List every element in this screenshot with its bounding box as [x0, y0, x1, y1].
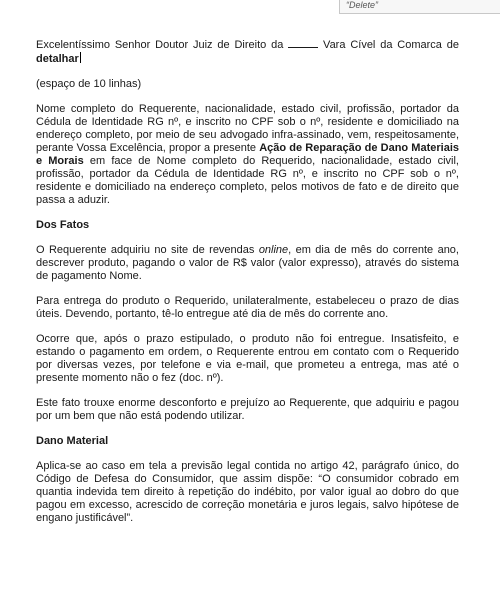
section-heading-dano: Dano Material [36, 435, 109, 447]
intro-part2: em face de Nome completo do Requerido, nacionalidade, estado civil, profissão, portador da Cédula de Identidade RG nº, e inscrito no CPF sob o nº, residente e domiciliado na endereço completo, pelos motivos de fato e de direito que passa a aduzir. [36, 155, 459, 206]
intro-action-title: Ação de Reparação de Dano Materiais e Morais [36, 142, 460, 167]
address-line [36, 38, 459, 66]
address-bold: detalhar [36, 53, 79, 65]
fatos-p1-b: , em dia de mês do corrente ano, descrever produto, pagando o valor de R$ valor (valor expresso), através do sistema de pagamento Nome. [36, 244, 459, 282]
blank-field [288, 38, 318, 48]
address-text-b: Vara Cível da Comarca de [318, 39, 460, 51]
fatos-p1-a: O Requerente adquiriu no site de revendas [36, 244, 259, 256]
dano-paragraph-1: Aplica-se ao caso em tela a previsão legal contida no artigo 42, parágrafo único, do Código de Defesa do Consumidor, que assim dispõe: “O consumidor cobrado em quantia indevida tem direito à repetição do indébito, por valor igual ao dobro do que pagou em excesso, acrescido de correção monetária e juros legais, salvo hipótese de engano justificável”. [36, 460, 459, 524]
fatos-p1-italic: online [258, 244, 289, 256]
fatos-paragraph-4: Este fato trouxe enorme desconforto e prejuízo ao Requerente, que adquiriu e pagou por um bem que não está podendo utilizar. [36, 397, 459, 422]
fatos-paragraph-1 [36, 244, 459, 283]
address-text-a: Excelentíssimo Senhor Doutor Juiz de Direito da [36, 39, 289, 51]
intro-part1: Nome completo do Requerente, nacionalidade, estado civil, profissão, portador da Cédula de Identidade RG nº, e inscrito no CPF sob o nº, residente e domiciliado na endereço completo, por meio de seu advogado infra-assinado, vem, respeitosamente, perante Vossa Excelência, propor a presente [36, 103, 459, 154]
text-cursor [80, 52, 81, 63]
comment-balloon[interactable] [339, 0, 500, 14]
fatos-paragraph-3: Ocorre que, após o prazo estipulado, o produto não foi entregue. Insatisfeito, e estando o pagamento em ordem, o Requerente entrou em contato com o Requerido por diversas vezes, por telefone e via e-mail, que prometeu a entrega, mas até o presente momento não o fez (doc. nº). [36, 333, 459, 384]
document-body[interactable] [36, 38, 459, 525]
spacer-note: (espaço de 10 linhas) [36, 78, 142, 90]
section-heading-fatos: Dos Fatos [36, 219, 90, 231]
intro-paragraph [36, 103, 459, 207]
fatos-paragraph-2: Para entrega do produto o Requerido, unilateralmente, estabeleceu o prazo de dias úteis. Devendo, portanto, tê-lo entregue até dia de mês do corrente ano. [36, 295, 459, 320]
comment-text: “Delete” [346, 0, 379, 10]
